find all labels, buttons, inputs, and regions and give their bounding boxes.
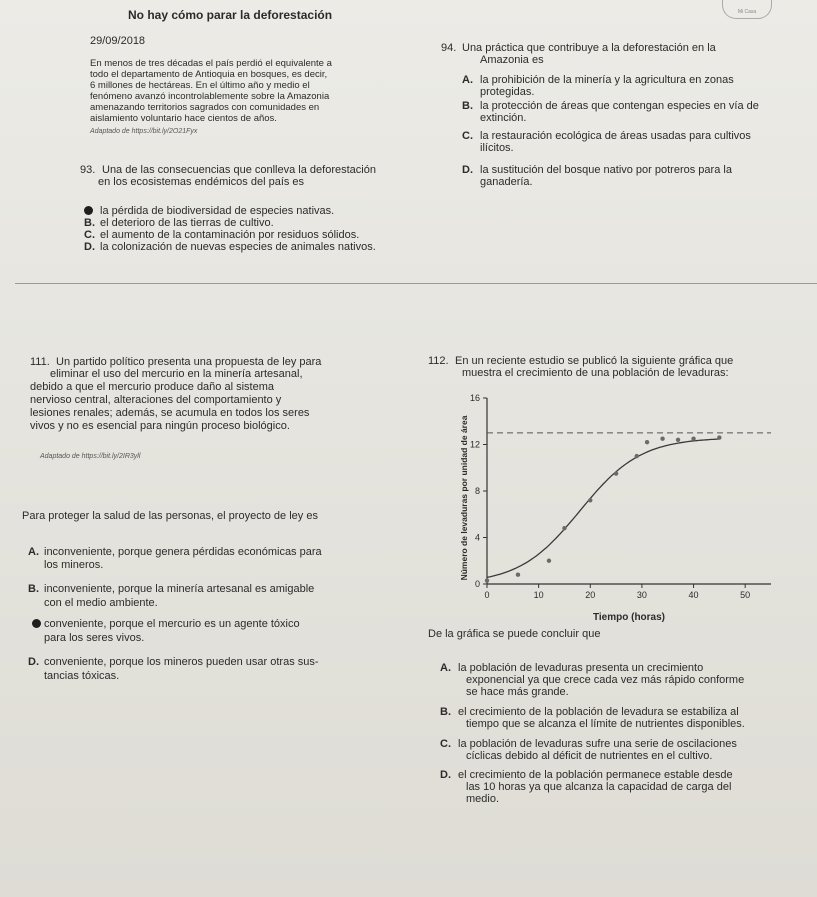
option-c[interactable]: la restauración ecológica de áreas usadas para cultivos bbox=[480, 130, 751, 142]
question-stem: muestra el crecimiento de una población de levaduras: bbox=[462, 367, 729, 379]
option-b-cont[interactable]: extinción. bbox=[480, 112, 527, 124]
option-letter: B. bbox=[28, 583, 39, 595]
option-d-cont[interactable]: las 10 horas ya que alcanza la capacidad de carga del bbox=[466, 781, 732, 793]
data-point bbox=[547, 559, 551, 563]
reading-line: fenómeno avanzó incontrolablemente sobre la Amazonia bbox=[90, 91, 330, 102]
data-point bbox=[562, 526, 566, 530]
reading-line: aislamiento voluntario hace cientos de años. bbox=[90, 113, 277, 124]
option-a[interactable]: la prohibición de la minería y la agricultura en zonas bbox=[480, 74, 734, 86]
data-point bbox=[645, 440, 649, 444]
x-axis-label: Tiempo (horas) bbox=[592, 612, 666, 623]
option-letter: C. bbox=[84, 229, 95, 241]
option-letter: B. bbox=[440, 706, 451, 718]
source-citation: Adaptado de https://bit.ly/2IR3yll bbox=[40, 453, 141, 460]
option-letter: D. bbox=[462, 164, 473, 176]
option-d[interactable]: la colonización de nuevas especies de animales nativos. bbox=[100, 241, 376, 253]
source-citation: Adaptado de https://bit.ly/2O21Fyx bbox=[90, 128, 198, 135]
question-stem: Un partido político presenta una propuesta de ley para bbox=[56, 356, 322, 368]
data-point bbox=[614, 471, 618, 475]
yeast-growth-chart bbox=[455, 388, 775, 624]
y-tick-label: 8 bbox=[474, 486, 480, 496]
option-letter: B. bbox=[462, 100, 473, 112]
option-d-cont[interactable]: ganadería. bbox=[480, 176, 533, 188]
x-tick-label: 50 bbox=[740, 590, 751, 600]
data-point bbox=[660, 436, 664, 440]
option-letter: D. bbox=[440, 769, 451, 781]
y-tick-label: 12 bbox=[469, 439, 480, 450]
option-letter: D. bbox=[28, 656, 39, 668]
option-b[interactable]: la protección de áreas que contengan especies en vía de bbox=[480, 100, 759, 112]
reading-line: 6 millones de hectáreas. En el último año y medio el bbox=[90, 80, 310, 91]
data-point bbox=[691, 436, 695, 440]
reading-line: amenazando territorios sagrados con comunidades en bbox=[90, 102, 320, 113]
y-axis-title bbox=[459, 415, 469, 580]
growth-curve bbox=[487, 439, 719, 577]
option-c[interactable]: el aumento de la contaminación por residuos sólidos. bbox=[100, 229, 360, 241]
logo bbox=[722, 0, 772, 19]
data-point bbox=[717, 435, 721, 439]
question-stem: debido a que el mercurio produce daño al sistema bbox=[30, 381, 274, 393]
option-letter: A. bbox=[440, 662, 451, 674]
data-point bbox=[635, 454, 639, 458]
option-c-cont[interactable]: cíclicas debido al déficit de nutrientes en el cultivo. bbox=[466, 750, 713, 762]
date: 29/09/2018 bbox=[90, 35, 146, 47]
question-stem: eliminar el uso del mercurio en la minería artesanal, bbox=[50, 368, 303, 380]
option-letter: A. bbox=[28, 546, 39, 558]
option-c-cont[interactable]: ilícitos. bbox=[480, 142, 514, 154]
section-divider bbox=[15, 283, 817, 284]
data-point bbox=[676, 438, 680, 442]
option-letter: C. bbox=[462, 130, 473, 142]
question-stem: Una práctica que contribuye a la deforestación en la bbox=[462, 42, 716, 54]
question-stem: Una de las consecuencias que conlleva la deforestación bbox=[102, 164, 376, 176]
question-stem: lesiones renales; además, se acumula en todos los seres bbox=[30, 407, 310, 419]
logo-text: Mi Casa bbox=[737, 9, 757, 15]
option-d[interactable]: conveniente, porque los mineros pueden usar otras sus- bbox=[44, 656, 319, 668]
question-number: 93. bbox=[80, 164, 96, 176]
option-b[interactable]: inconveniente, porque la minería artesanal es amigable bbox=[44, 583, 315, 595]
question-number: 94. bbox=[441, 42, 457, 54]
option-d[interactable]: el crecimiento de la población permanece estable desde bbox=[458, 769, 733, 781]
x-tick-label: 40 bbox=[688, 590, 699, 600]
option-b-cont[interactable]: con el medio ambiente. bbox=[44, 597, 158, 609]
y-tick-label: 4 bbox=[474, 532, 480, 543]
option-a[interactable]: la pérdida de biodiversidad de especies nativas. bbox=[100, 205, 335, 217]
x-tick-label: 10 bbox=[533, 590, 544, 600]
option-c-cont[interactable]: para los seres vivos. bbox=[44, 632, 145, 644]
option-letter: C. bbox=[440, 738, 451, 750]
page-title: No hay cómo parar la deforestación bbox=[128, 8, 333, 22]
x-tick-label: 0 bbox=[484, 590, 490, 600]
question-stem: Amazonia es bbox=[480, 54, 544, 66]
option-a-cont[interactable]: protegidas. bbox=[480, 86, 535, 98]
reading-line: todo el departamento de Antioquia en bosques, es decir, bbox=[90, 69, 328, 80]
option-b[interactable]: el crecimiento de la población de levadura se estabiliza al bbox=[458, 706, 739, 718]
option-letter: A. bbox=[462, 74, 473, 86]
x-tick-label: 20 bbox=[585, 590, 596, 600]
y-axis-label: Número de levaduras por unidad de área bbox=[459, 415, 469, 581]
option-a[interactable]: inconveniente, porque genera pérdidas económicas para bbox=[44, 546, 322, 558]
option-a-cont[interactable]: exponencial ya que crece cada vez más rápido conforme bbox=[466, 674, 745, 686]
option-a-cont[interactable]: los mineros. bbox=[44, 559, 104, 571]
option-letter: D. bbox=[84, 241, 95, 253]
question-prompt: Para proteger la salud de las personas, el proyecto de ley es bbox=[22, 510, 318, 522]
selected-answer-mark[interactable] bbox=[84, 206, 93, 215]
data-point bbox=[588, 498, 592, 502]
question-prompt: De la gráfica se puede concluir que bbox=[428, 628, 601, 640]
question-number: 112. bbox=[428, 355, 449, 367]
option-a-cont[interactable]: se hace más grande. bbox=[466, 686, 569, 698]
option-b-cont[interactable]: tiempo que se alcanza el límite de nutrientes disponibles. bbox=[466, 718, 745, 730]
option-c[interactable]: la población de levaduras sufre una serie de oscilaciones bbox=[458, 738, 737, 750]
question-stem: vivos y no es esencial para ningún proceso biológico. bbox=[30, 420, 290, 432]
data-point bbox=[516, 573, 520, 577]
y-tick-label: 0 bbox=[474, 579, 480, 589]
question-stem: nervioso central, alteraciones del comportamiento y bbox=[30, 394, 282, 406]
x-tick-label: 30 bbox=[636, 590, 647, 600]
question-stem: en los ecosistemas endémicos del país es bbox=[98, 176, 305, 188]
selected-answer-mark[interactable] bbox=[32, 619, 41, 628]
data-point bbox=[485, 578, 489, 582]
option-c[interactable]: conveniente, porque el mercurio es un agente tóxico bbox=[44, 618, 300, 630]
option-a[interactable]: la población de levaduras presenta un crecimiento bbox=[458, 662, 704, 674]
question-stem: En un reciente estudio se publicó la siguiente gráfica que bbox=[455, 355, 734, 367]
option-d-cont[interactable]: tancias tóxicas. bbox=[44, 670, 120, 682]
question-number: 111. bbox=[30, 356, 50, 368]
reading-line: En menos de tres décadas el país perdió el equivalente a bbox=[90, 58, 332, 69]
option-d-cont[interactable]: medio. bbox=[466, 793, 500, 805]
option-d[interactable]: la sustitución del bosque nativo por potreros para la bbox=[480, 164, 732, 176]
option-b[interactable]: el deterioro de las tierras de cultivo. bbox=[100, 217, 274, 229]
option-letter: B. bbox=[84, 217, 95, 229]
y-tick-label: 16 bbox=[469, 393, 480, 403]
